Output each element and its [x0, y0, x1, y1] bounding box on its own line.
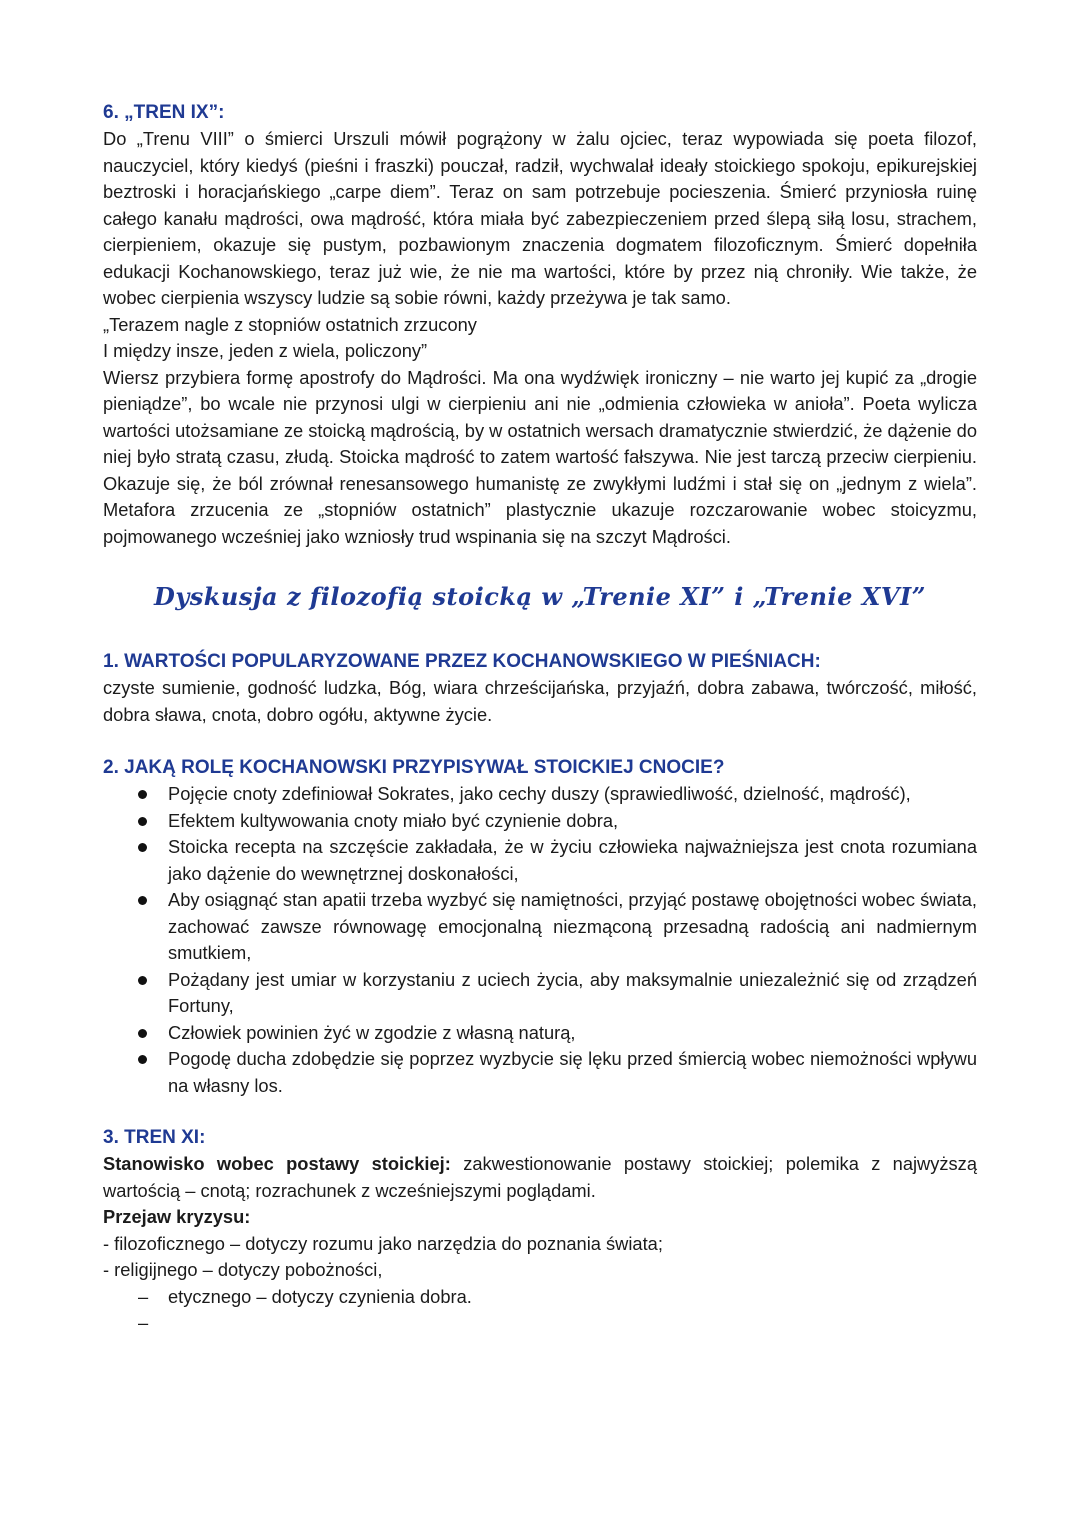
list-item: Pożądany jest umiar w korzystaniu z uciech życia, aby maksymalnie uniezależnić się od zrządzeń Fortuny,	[103, 967, 977, 1020]
document-page	[103, 100, 977, 1333]
list-item: Człowiek powinien żyć w zgodzie z własną naturą,	[103, 1020, 977, 1047]
crisis-label: Przejaw kryzysu:	[103, 1206, 251, 1227]
list-item: Pogodę ducha zdobędzie się poprzez wyzbycie się lęku przed śmiercią wobec niemożności wpływu na własny los.	[103, 1046, 977, 1099]
virtue-bullet-list	[103, 781, 977, 1099]
bullet-icon	[138, 817, 147, 826]
bullet-icon	[138, 790, 147, 799]
bullet-icon	[138, 1029, 147, 1038]
crisis-item: - filozoficznego – dotyczy rozumu jako narzędzia do poznania świata;	[103, 1232, 663, 1254]
bullet-icon	[138, 976, 147, 985]
quote-line: I między insze, jeden z wiela, policzony”	[103, 340, 428, 361]
bullet-icon	[138, 896, 147, 905]
section-title: Dyskusja z filozofią stoicką w „Trenie XI” i „Trenie XVI”	[154, 582, 926, 611]
section-heading-tren-ix: 6. „TREN IX”:	[103, 102, 225, 123]
bullet-icon	[138, 843, 147, 852]
list-item: Efektem kultywowania cnoty miało być czynienie dobra,	[103, 808, 977, 835]
quote-line: „Terazem nagle z stopniów ostatnich zrzucony	[103, 313, 477, 335]
tren-ix-paragraph: Do „Trenu VIII” o śmierci Urszuli mówił pogrążony w żalu ojciec, teraz wypowiada się poeta filozof, nauczyciel, który kiedyś (pieśni i fraszki) pouczał, radził, wychwalał ideały stoickiego spokoju, epikurejskiej beztroski i horacjańskiego „carpe diem”. Teraz on sam potrzebuje pocieszenia. Śmierć przyniosła ruinę całego kanału mądrości, owa mądrość, która miała być zabezpieczeniem przed ślepą siłą losu, strachem, cierpieniem, okazuje się pustym, pozbawionym znaczenia dogmatem filozoficznym. Śmierć dopełniła edukacji Kochanowskiego, teraz już wie, że nie ma wartości, które by przez nią chroniły. Wie także, że wobec cierpienia wszyscy ludzie są sobie równi, każdy przeżywa je tak samo.	[103, 128, 977, 308]
dash-marker: –	[138, 1312, 149, 1333]
section-heading-tren-xi: 3. TREN XI:	[103, 1127, 206, 1148]
stance-paragraph	[103, 1151, 977, 1204]
list-item: Aby osiągnąć stan apatii trzeba wyzbyć się namiętności, przyjąć postawę obojętności wobec świata, zachować zawsze równowagę emocjonalną niezmąconą przesadną radością ani nadmiernym smutkiem,	[103, 887, 977, 967]
stance-text: zakwestionowanie postawy stoickiej; polemika z najwyższą wartością – cnotą; rozrachunek z wcześniejszymi poglądami.	[103, 1153, 977, 1201]
bullet-icon	[138, 1055, 147, 1064]
dash-marker: –	[138, 1285, 149, 1307]
crisis-item: – etycznego – dotyczy czynienia dobra.	[103, 1284, 977, 1311]
section-heading-values: 1. WARTOŚCI POPULARYZOWANE PRZEZ KOCHANOWSKIEGO W PIEŚNIACH:	[103, 651, 821, 672]
list-item: Pojęcie cnoty zdefiniował Sokrates, jako cechy duszy (sprawiedliwość, dzielność, mądrość),	[103, 781, 977, 808]
section-heading-virtue: 2. JAKĄ ROLĘ KOCHANOWSKI PRZYPISYWAŁ STOICKIEJ CNOCIE?	[103, 757, 725, 778]
list-item: Stoicka recepta na szczęście zakładała, że w życiu człowieka najważniejsza jest cnota rozumiana jako dążenie do wewnętrznej doskonałości,	[103, 834, 977, 887]
values-text: czyste sumienie, godność ludzka, Bóg, wiara chrześcijańska, przyjaźń, dobra zabawa, twórczość, miłość, dobra sława, cnota, dobro ogółu, aktywne życie.	[103, 677, 977, 725]
stance-label: Stanowisko wobec postawy stoickiej:	[103, 1153, 451, 1174]
crisis-item: - religijnego – dotyczy pobożności,	[103, 1259, 383, 1280]
tren-ix-analysis-paragraph: Wiersz przybiera formę apostrofy do Mądrości. Ma ona wydźwięk ironiczny – nie warto jej kupić za „drogie pieniądze”, bo wcale nie przynosi ulgi w cierpieniu ani nie „odmienia człowieka w anioła”. Poeta wylicza wartości utożsamiane ze stoicką mądrością, by w ostatnich wersach dramatycznie stwierdzić, że dążenie do niej było stratą czasu, złudą. Stoicka mądrość to zatem wartość fałszywa. Nie jest tarczą przeciw cierpieniu. Okazuje się, że ból zrównał renesansowego humanistę ze zwykłymi ludźmi i stał się on „jednym z wiela”. Metafora zrzucenia ze „stopniów ostatnich” plastycznie ukazuje rozczarowanie wobec stoicyzmu, pojmowanego wcześniej jako wzniosły trud wspinania się na szczyt Mądrości.	[103, 366, 977, 547]
